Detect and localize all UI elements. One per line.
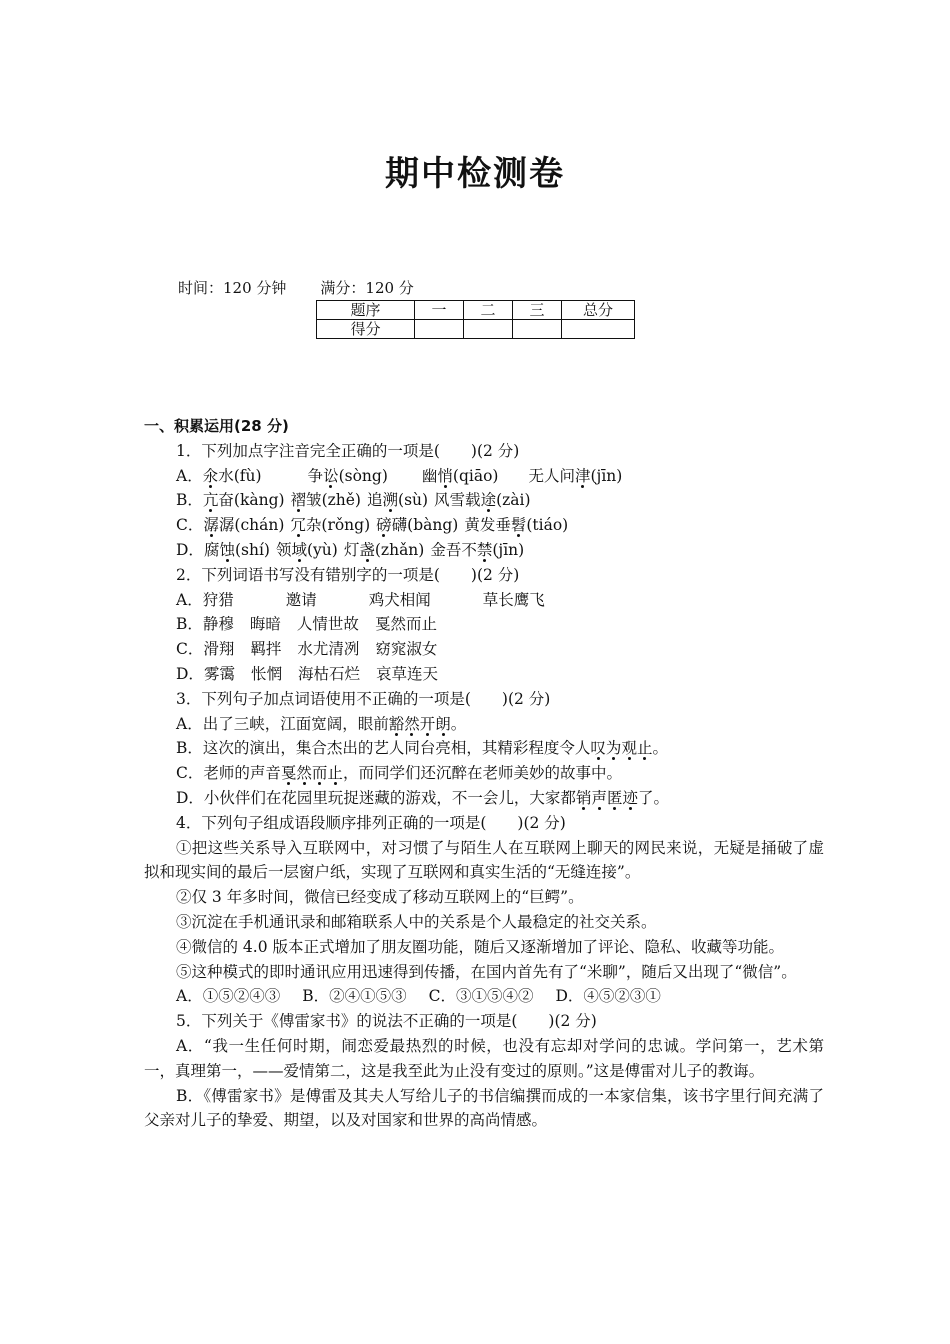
question-5-option-b: B．《傅雷家书》是傅雷及其夫人写给儿子的书信编撰而成的一本家信集，该书字里行间充满了父亲对儿子的挚爱、期望，以及对国家和世界的高尚情感。 [144, 1086, 824, 1130]
score-table-header-cell: 二 [464, 301, 513, 320]
score-table-header-cell: 总分 [562, 301, 635, 320]
question-4-sentence-2: ②仅 3 年多时间，微信已经变成了移动互联网上的“巨鳄”。 [176, 888, 584, 907]
question-2-option-a: A．狩猎 邀请 鸡犬相闻 草长鹰飞 [176, 590, 545, 609]
score-table-header-row [317, 301, 635, 320]
dotted-phrase [590, 739, 652, 757]
dotted-char: 豁 [388, 714, 405, 733]
question-4-stem: 4．下列句子组成语段顺序排列正确的一项是( )(2 分) [176, 813, 566, 832]
dotted-char: 开 [419, 714, 436, 733]
section-heading: 一、积累运用(28 分) [144, 417, 289, 435]
page-title: 期中检测卷 [385, 154, 565, 194]
question-4-sentence-1: ①把这些关系导入互联网中，对习惯了与陌生人在互联网上聊天的网民来说，无疑是捅破了虚拟和现实间的最后一层窗户纸，实现了互联网和真实生活的“无缝连接”。 [144, 838, 824, 882]
score-cell [562, 320, 635, 339]
dotted-char: 然 [296, 764, 312, 783]
question-5-option-a: A．“我一生任何时期，闹恋爱最热烈的时候，也没有忘却对学问的忠诚。学问第一，艺术第一，真理第一，——爱情第二，这是我至此为止没有变过的原则。”这是傅雷对儿子的教诲。 [144, 1036, 824, 1080]
question-3-option-d: D．小伙伴们在花园里玩捉迷藏的游戏，不一会儿，大家都销声匿迹了。 [176, 788, 670, 807]
dotted-phrase [389, 715, 451, 733]
dotted-char: 止 [327, 764, 343, 783]
score-cell [415, 320, 464, 339]
question-4-sentence-3: ③沉淀在手机通讯录和邮箱联系人中的关系是个人最稳定的社交关系。 [176, 912, 657, 931]
dotted-phrase [576, 789, 638, 807]
question-4-sentence-4: ④微信的 4.0 版本正式增加了朋友圈功能，随后又逐渐增加了评论、隐私、收藏等功能。 [176, 937, 785, 956]
score-table-score-row [317, 320, 635, 339]
dotted-char: 迹 [622, 788, 638, 807]
score-table-header-cell: 三 [513, 301, 562, 320]
question-2-stem: 2．下列词语书写没有错别字的一项是( )(2 分) [176, 565, 520, 584]
dotted-char: 声 [591, 788, 607, 807]
dotted-char: 止 [636, 739, 653, 758]
question-5-stem: 5．下列关于《傅雷家书》的说法不正确的一项是( )(2 分) [176, 1012, 597, 1031]
question-4-options: A．①⑤②④③ B．②④①⑤③ C．③①⑤④② D．④⑤②③① [176, 987, 661, 1006]
score-table-header-cell: 题序 [317, 301, 415, 320]
question-3-option-a: A．出了三峡，江面宽阔，眼前豁然开朗。 [176, 714, 467, 733]
question-1-option-c: C．潺潺(chán) 冗杂(rǒng) 磅礴(bàng) 黄发垂髫(tiáo) [176, 516, 569, 535]
exam-content [144, 414, 824, 1133]
question-3-stem: 3．下列句子加点词语使用不正确的一项是( )(2 分) [176, 689, 551, 708]
exam-full-score: 满分：120 分 [320, 279, 414, 297]
dotted-char: 观 [621, 739, 637, 758]
score-cell [464, 320, 513, 339]
dotted-char: 匿 [606, 788, 623, 807]
question-2-option-b: B．静穆 晦暗 人情世故 戛然而止 [176, 615, 437, 634]
exam-meta [178, 278, 448, 298]
question-1-option-b: B．亢奋(kàng) 褶皱(zhě) 追溯(sù) 风雪载途(zài) [176, 491, 531, 510]
dotted-char: 销 [575, 788, 592, 807]
question-1-option-d: D．腐蚀(shí) 领域(yù) 灯盏(zhǎn) 金吾不禁(jīn) [176, 540, 525, 559]
score-cell [513, 320, 562, 339]
dotted-char: 朗 [435, 714, 451, 733]
dotted-char: 叹 [590, 739, 606, 758]
dotted-char: 而 [311, 764, 328, 783]
score-table-header-cell: 一 [415, 301, 464, 320]
dotted-char: 然 [404, 714, 420, 733]
dotted-char: 为 [605, 739, 622, 758]
exam-time: 时间：120 分钟 [178, 279, 287, 297]
question-2-option-c: C．滑翔 羁拌 水尤清冽 窈窕淑女 [176, 640, 438, 659]
question-3-option-b: B．这次的演出，集合杰出的艺人同台亮相，其精彩程度令人叹为观止。 [176, 739, 668, 758]
score-table-row-label: 得分 [317, 320, 415, 339]
question-1-stem: 1．下列加点字注音完全正确的一项是( )(2 分) [176, 441, 520, 460]
question-2-option-d: D．雾霭 怅惘 海枯石烂 哀草连天 [176, 664, 438, 683]
dotted-phrase [281, 764, 343, 782]
question-1-option-a: A．氽水(fù) 争讼(sòng) 幽悄(qiāo) 无人问津(jīn) [176, 466, 623, 485]
score-table [316, 300, 635, 339]
question-3-option-c: C．老师的声音戛然而止，而同学们还沉醉在老师美妙的故事中。 [176, 764, 622, 783]
question-4-sentence-5: ⑤这种模式的即时通讯应用迅速得到传播，在国内首先有了“米聊”，随后又出现了“微信”。 [176, 962, 797, 981]
dotted-char: 戛 [280, 764, 297, 783]
